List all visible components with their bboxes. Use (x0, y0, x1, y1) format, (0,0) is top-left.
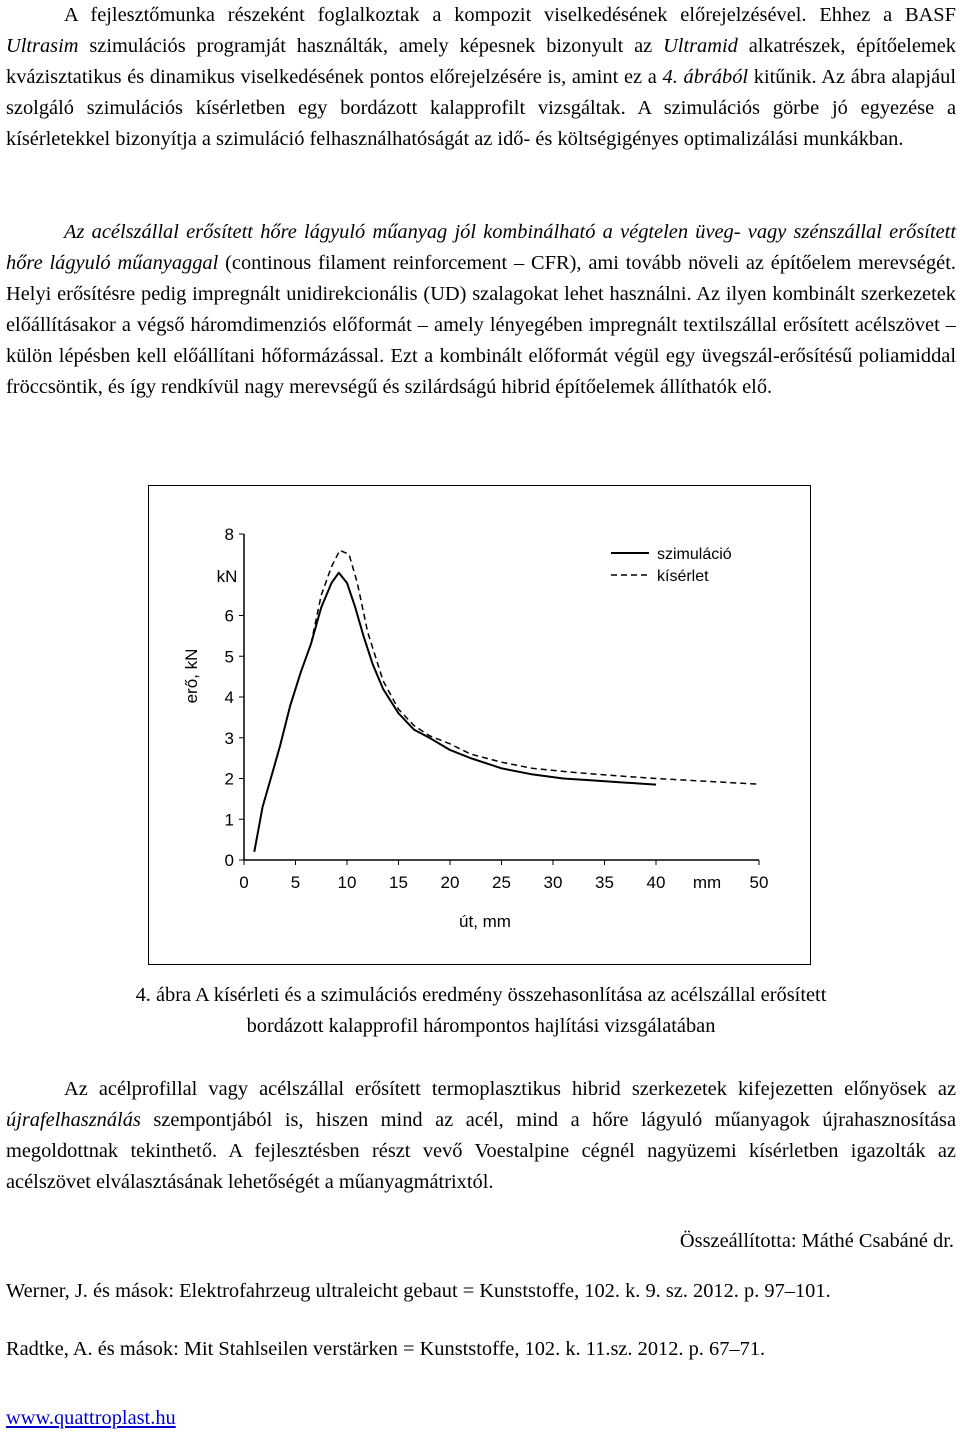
x-tick-label-2: 10 (337, 873, 357, 892)
p3-text-c: szempontjából is, hiszen mind az acél, mind a hőre lágyuló műanyagok újrahasznosítása megoldottnak tekinthető. A fejlesztésben részt vevő Voestalpine cégnél nagyüzemi kísérletben igazolták az acélszövet elválasztásának lehetőségét a műanyagmátrixtól. (6, 1109, 956, 1193)
y-tick-label-6: 6 (224, 606, 234, 626)
p1-ultrasim: Ultrasim (6, 35, 79, 57)
p1-figure-ref: 4. ábrából (662, 66, 749, 88)
p1-text-g: kitűnik. Az ábra alapjául szolgáló szimulációs kísérletben egy bordázott kalapprofilt vizsgáltak. A szimulációs görbe jó egyezése a kísérletekkel bizonyítja a szimuláció felhasználhatóságát az idő- és költségigényes optimalizálási munkákban. (6, 66, 957, 150)
x-tick-label-8: 40 (646, 873, 666, 892)
y-tick-label-7: 8 (224, 525, 234, 544)
x-unit-label: mm (692, 873, 722, 892)
figure-caption-line1: 4. ábra A kísérleti és a szimulációs eredmény összehasonlítása az acélszállal erősített (135, 984, 827, 1006)
p1-text-c: szimulációs programját használták, amely képesnek bizonyult az (78, 35, 664, 57)
x-tick-label-3: 15 (389, 873, 408, 892)
y-tick-label-1: 1 (224, 810, 234, 830)
figure-chart (148, 485, 811, 965)
series-line-experiment (311, 550, 759, 784)
series-line-simulation (254, 573, 656, 852)
chart-svg (149, 486, 812, 966)
p1-text-a: A fejlesztőmunka részeként foglalkoztak a kompozit viselkedésének előrejelzésével. Ehhez a BASF (64, 4, 956, 26)
x-tick-label-5: 25 (492, 873, 511, 892)
p3-text-a: Az acélprofillal vagy acélszállal erősített termoplasztikus hibrid szerkezetek kifejezetten előnyösek az (64, 1078, 956, 1100)
x-tick-label-4: 20 (440, 873, 460, 892)
x-tick-label-0: 0 (239, 873, 249, 892)
p2-italic: Az acélszállal erősített hőre lágyuló műanyag jól kombinálható a végtelen üveg- vagy szénszállal erősített hőre lágyuló műanyaggal (6, 221, 956, 274)
p1-ultramid: Ultramid (663, 35, 738, 57)
legend-label-simulation: szimuláció (657, 546, 732, 563)
legend-label-experiment: kísérlet (657, 568, 709, 585)
y-axis-title: erő, kN (182, 648, 201, 704)
website-link[interactable]: www.quattroplast.hu (6, 1407, 176, 1429)
p2-text: (continous filament reinforcement – CFR), ami tovább növeli az építőelem merevségét. Helyi erősítésre pedig impregnált unidirekcionális (UD) szalagokat lehet használni. Az ilyen kombinált szerkezetek előállításakor a végső háromdimenziós előformát – amely lényegében impregnált textilszállal erősített acélszövet – külön lépésben kell előállítani hőformázással. Ezt a kombinált előformát végül egy üvegszál-erősítésű poliamiddal fröccsöntik, és így rendkívül nagy merevségű és szilárdságú hibrid építőelemek állíthatók elő. (6, 252, 956, 398)
y-tick-label-2: 2 (224, 769, 234, 789)
paragraph-recycling (6, 1074, 956, 1198)
x-tick-label-9: 50 (749, 873, 769, 892)
x-tick-label-6: 30 (543, 873, 563, 892)
paragraph-cfr (6, 217, 956, 403)
y-tick-label-5: 5 (224, 647, 234, 667)
y-tick-label-0: 0 (224, 851, 234, 870)
reference-1: Werner, J. és mások: Elektrofahrzeug ultraleicht gebaut = Kunststoffe, 102. k. 9. sz. 2012. p. 97–101. (6, 1280, 831, 1302)
reference-2: Radtke, A. és mások: Mit Stahlseilen verstärken = Kunststoffe, 102. k. 11.sz. 2012. p. 67–71. (6, 1338, 766, 1360)
p1-text-e: alkatrészek, építőelemek kvázisztatikus és dinamikus viselkedésének pontos előrejelzésére is, amint ez a (6, 35, 956, 88)
x-tick-label-1: 5 (290, 873, 301, 892)
x-axis-title: út, mm (459, 912, 511, 931)
author-credit: Összeállította: Máthé Csabáné dr. (679, 1230, 954, 1252)
y-unit-label: kN (216, 567, 238, 586)
y-tick-label-3: 3 (224, 728, 234, 748)
y-tick-label-4: 4 (224, 688, 234, 707)
legend (611, 546, 732, 585)
x-tick-label-7: 35 (595, 873, 614, 892)
paragraph-intro (6, 0, 956, 155)
figure-caption-line2: bordázott kalapprofil hárompontos hajlítási vizsgálatában (246, 1015, 716, 1037)
p3-italic: újrafelhasználás (6, 1109, 141, 1131)
